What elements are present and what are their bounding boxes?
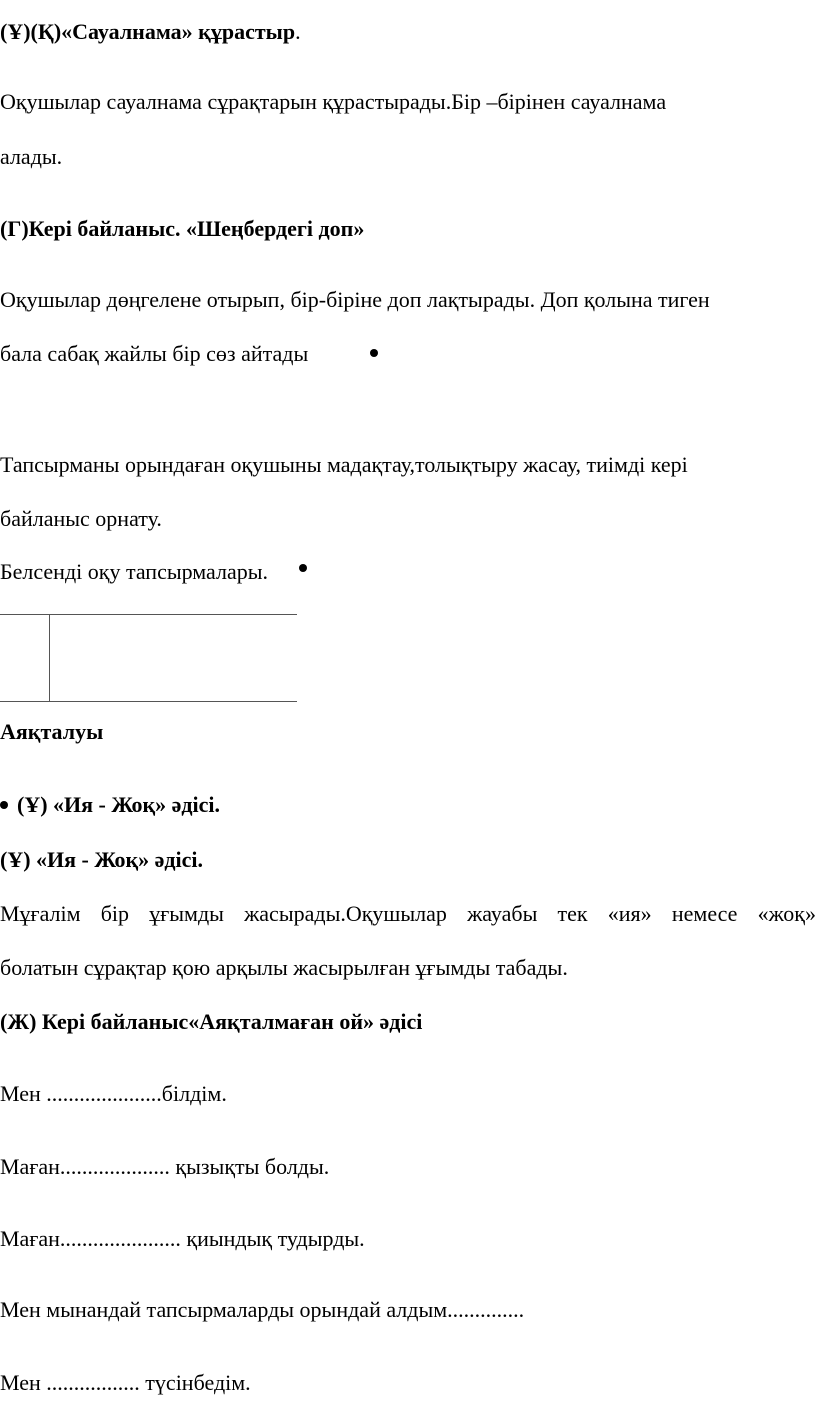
word: Мұғалім: [0, 901, 81, 926]
sentence-completed: Мен мынандай тапсырмаларды орындай алдым..............: [0, 1297, 525, 1322]
feedback-heading: (Ж) Кері байланыс«Аяқталмаған ой» әдісі: [0, 1009, 423, 1034]
heading-survey-period: .: [295, 19, 301, 44]
word: жасырады.Оқушылар: [244, 901, 447, 926]
word: жауабы: [467, 901, 538, 926]
table-bottom-border: [0, 701, 297, 702]
bullet-icon: [0, 801, 8, 809]
bullet-icon: [370, 349, 378, 357]
method-bullet-line: [0, 791, 220, 819]
para-praise-line-1: Тапсырманы орындаған оқушыны мадақтау,толықтыру жасау, тиімді кері: [0, 452, 688, 477]
para-ball-line-2: [0, 340, 308, 368]
sentence-not-understood: Мен ................. түсінбедім.: [0, 1370, 251, 1395]
word: бір: [100, 901, 130, 926]
method-desc-line-1: [0, 900, 816, 928]
active-tasks-text: Белсенді оқу тапсырмалары.: [0, 559, 269, 584]
para-praise-line-2: байланыс орнату.: [0, 506, 162, 531]
sentence-difficult: Маған...................... қиындық тудырды.: [0, 1226, 365, 1251]
word: «жоқ»: [757, 901, 816, 926]
method-desc-line-2: болатын сұрақтар қою арқылы жасырылған ұғымды табады.: [0, 955, 568, 980]
heading-survey: [0, 18, 301, 46]
table-column-divider: [49, 614, 50, 702]
word: «ия»: [607, 901, 652, 926]
word: немесе: [671, 901, 738, 926]
para-ball-line-2-text: бала сабақ жайлы бір сөз айтады: [0, 341, 309, 366]
word: ұғымды: [149, 901, 224, 926]
para-survey-line-2: алады.: [0, 144, 63, 169]
sentence-knew: Мен .....................білдім.: [0, 1081, 227, 1106]
word: тек: [557, 901, 588, 926]
sentence-interesting: Маған.................... қызықты болды.: [0, 1154, 330, 1179]
active-tasks-line: [0, 558, 268, 586]
heading-survey-text: (Ұ)(Қ)«Сауалнама» құрастыр: [0, 19, 296, 44]
heading-feedback-ball: (Г)Кері байланыс. «Шеңбердегі доп»: [0, 216, 365, 241]
method-heading: (Ұ) «Ия - Жоқ» әдісі.: [0, 847, 204, 872]
bullet-icon: [299, 564, 307, 572]
table-top-border: [0, 614, 297, 615]
method-bullet-text: (Ұ) «Ия - Жоқ» әдісі.: [17, 792, 221, 817]
ending-heading: Аяқталуы: [0, 719, 104, 744]
para-ball-line-1: Оқушылар дөңгелене отырып, бір-біріне доп лақтырады. Доп қолына тиген: [0, 287, 710, 312]
para-survey-line-1: Оқушылар сауалнама сұрақтарын құрастырады.Бір –бірінен сауалнама: [0, 89, 667, 114]
